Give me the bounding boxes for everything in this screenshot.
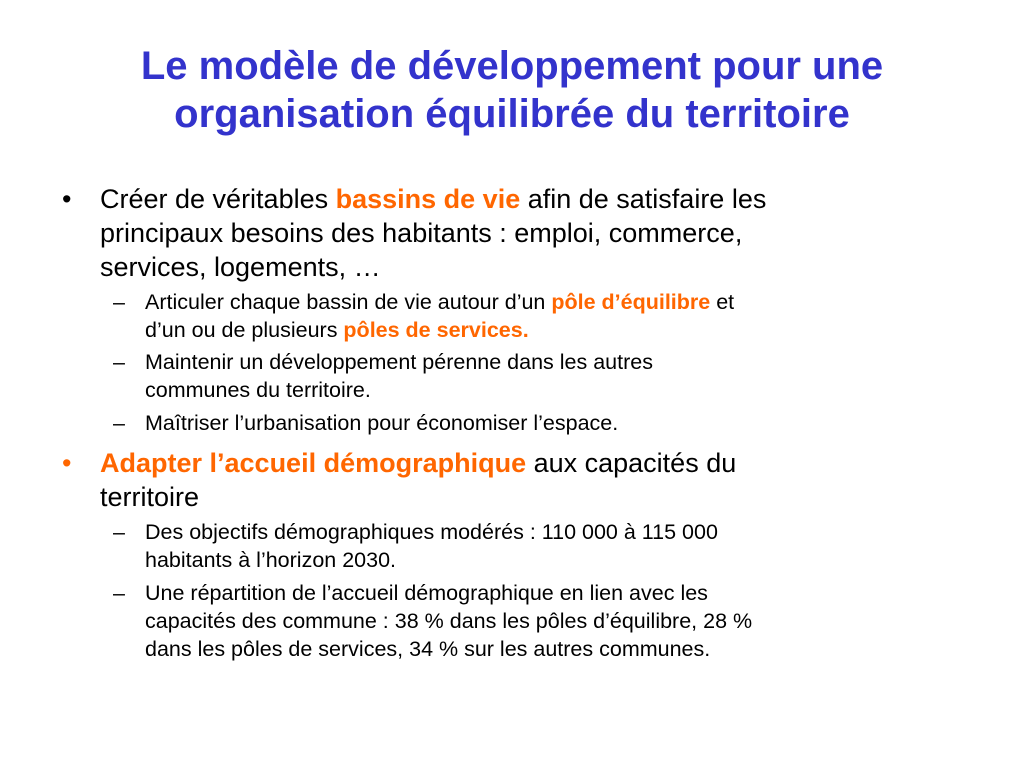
sub-bullet-2-1-marker: – — [113, 520, 125, 544]
sub-bullet-2-1 — [113, 518, 1005, 574]
sub-bullet-1-1-line-2-before: d’un ou de plusieurs — [145, 318, 344, 342]
sub-bullet-1-3 — [113, 409, 1005, 437]
sub-bullet-1-1-text-before: Articuler chaque bassin de vie autour d’un — [145, 290, 552, 314]
slide-title-line-2: organisation équilibrée du territoire — [174, 92, 850, 136]
sub-bullet-1-1-highlight-2: pôles de services. — [343, 318, 529, 342]
sub-bullet-2-1-line-1: Des objectifs démographiques modérés : 110 000 à 115 000 — [145, 520, 718, 544]
sub-bullet-1-2-line-2: communes du territoire. — [145, 378, 371, 402]
sub-bullet-1-1-highlight-1: pôle d’équilibre — [551, 290, 711, 314]
sub-bullet-1-1 — [113, 288, 1005, 344]
sub-bullet-2-2-line-2: capacités des commune : 38 % dans les pôles d’équilibre, 28 % — [145, 609, 753, 633]
bullet-1-line-2: principaux besoins des habitants : emploi, commerce, — [100, 218, 743, 248]
sub-bullet-1-2 — [113, 348, 1005, 404]
sub-bullet-2-1-line-2: habitants à l’horizon 2030. — [145, 548, 397, 572]
sub-bullet-1-3-marker: – — [113, 411, 125, 435]
sub-bullet-1-2-line-1: Maintenir un développement pérenne dans les autres — [145, 350, 653, 374]
slide-title-line-1: Le modèle de développement pour une — [140, 44, 884, 88]
bullet-2-marker: • — [62, 448, 72, 478]
sub-bullet-1-3-line-1: Maîtriser l’urbanisation pour économiser l’espace. — [145, 411, 619, 435]
bullet-1-highlight: bassins de vie — [335, 184, 521, 214]
sub-bullet-2-2 — [113, 579, 1005, 663]
sub-bullet-2-2-marker: – — [113, 581, 125, 605]
sub-bullet-1-2-marker: – — [113, 350, 125, 374]
bullet-2-line-2: territoire — [100, 482, 200, 512]
bullet-1-text-before: Créer de véritables — [100, 184, 336, 214]
bullet-1 — [62, 182, 1000, 284]
bullet-1-marker: • — [62, 184, 72, 214]
bullet-2 — [62, 446, 1000, 514]
sub-bullet-1-1-text-after: et — [710, 290, 735, 314]
sub-bullet-1-1-marker: – — [113, 290, 125, 314]
bullet-2-text-after: aux capacités du — [526, 448, 737, 478]
bullet-1-line-3: services, logements, … — [100, 252, 381, 282]
sub-bullet-2-2-line-1: Une répartition de l’accueil démographique en lien avec les — [145, 581, 708, 605]
bullet-1-text-after: afin de satisfaire les — [520, 184, 767, 214]
sub-bullet-2-2-line-3: dans les pôles de services, 34 % sur les autres communes. — [145, 637, 711, 661]
bullet-2-highlight: Adapter l’accueil démographique — [100, 448, 527, 478]
